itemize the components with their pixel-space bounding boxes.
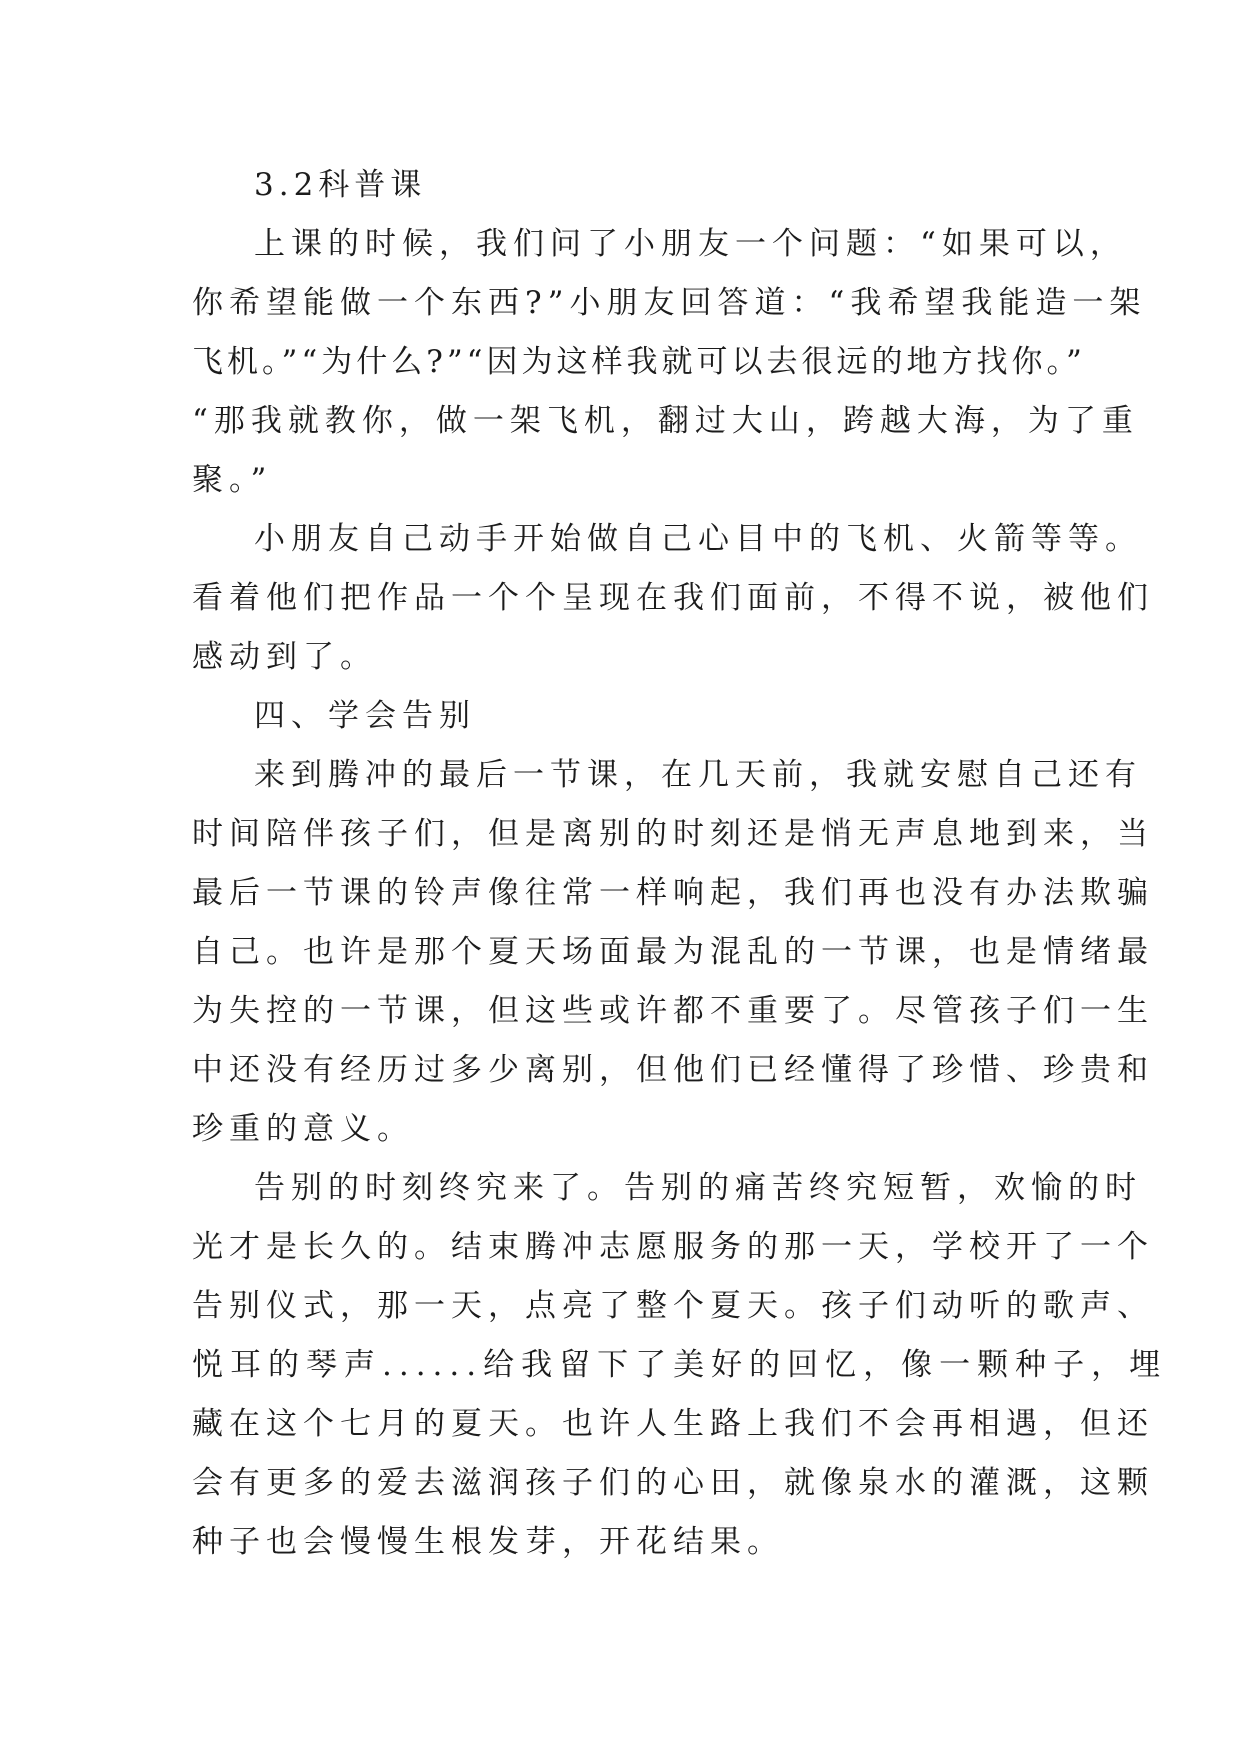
paragraph-line: 光才是长久的。结束腾冲志愿服务的那一天，学校开了一个 xyxy=(192,1229,1154,1265)
paragraph-line: 种子也会慢慢生根发芽，开花结果。 xyxy=(192,1524,784,1560)
paragraph-line: 告别仪式，那一天，点亮了整个夏天。孩子们动听的歌声、 xyxy=(192,1288,1154,1324)
paragraph-line: 看着他们把作品一个个呈现在我们面前，不得不说，被他们 xyxy=(192,580,1154,616)
paragraph-line: 来到腾冲的最后一节课，在几天前，我就安慰自己还有 xyxy=(254,757,1142,793)
paragraph-line: 会有更多的爱去滋润孩子们的心田，就像泉水的灌溉，这颗 xyxy=(192,1465,1154,1501)
paragraph-line: 告别的时刻终究来了。告别的痛苦终究短暂，欢愉的时 xyxy=(254,1170,1142,1206)
paragraph-line: 小朋友自己动手开始做自己心目中的飞机、火箭等等。 xyxy=(254,521,1142,557)
paragraph-line: 上课的时候，我们问了小朋友一个问题：“如果可以， xyxy=(254,226,1127,262)
paragraph-line: 中还没有经历过多少离别，但他们已经懂得了珍惜、珍贵和 xyxy=(192,1052,1154,1088)
paragraph-line: 时间陪伴孩子们，但是离别的时刻还是悄无声息地到来，当 xyxy=(192,816,1154,852)
paragraph-line: 珍重的意义。 xyxy=(192,1111,414,1147)
subsection-heading: 3.2科普课 xyxy=(254,167,427,203)
paragraph-line: 聚。” xyxy=(192,462,273,498)
paragraph-line: “那我就教你，做一架飞机，翻过大山，跨越大海，为了重 xyxy=(192,403,1139,439)
paragraph-line: 你希望能做一个东西?”小朋友回答道：“我希望我能造一架 xyxy=(192,285,1147,321)
paragraph-line: 飞机。”“为什么?”“因为这样我就可以去很远的地方找你。” xyxy=(192,344,1086,380)
paragraph-line: 感动到了。 xyxy=(192,639,377,675)
paragraph-line: 悦耳的琴声......给我留下了美好的回忆，像一颗种子，埋 xyxy=(192,1347,1168,1383)
paragraph-line: 最后一节课的铃声像往常一样响起，我们再也没有办法欺骗 xyxy=(192,875,1154,911)
document-body xyxy=(192,156,1168,1572)
paragraph-line: 藏在这个七月的夏天。也许人生路上我们不会再相遇，但还 xyxy=(192,1406,1154,1442)
paragraph-line: 自己。也许是那个夏天场面最为混乱的一节课，也是情绪最 xyxy=(192,934,1154,970)
paragraph-line: 为失控的一节课，但这些或许都不重要了。尽管孩子们一生 xyxy=(192,993,1154,1029)
section-heading: 四、学会告别 xyxy=(254,698,476,734)
